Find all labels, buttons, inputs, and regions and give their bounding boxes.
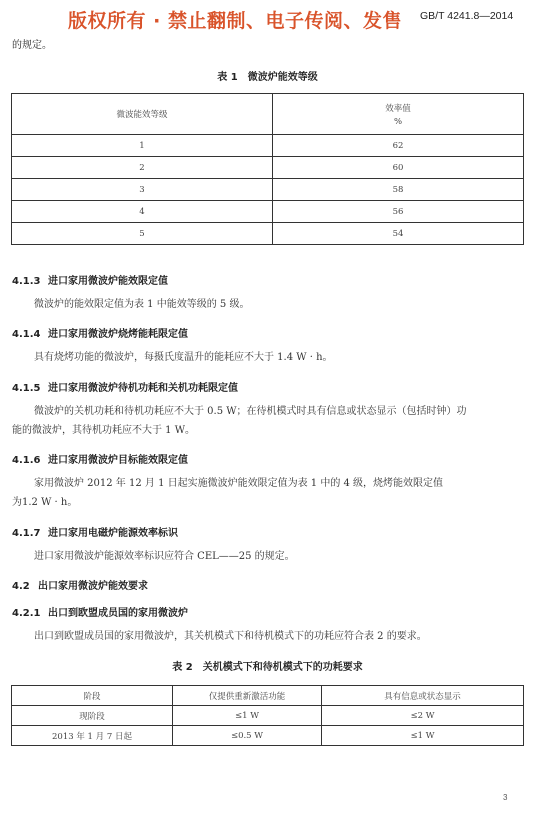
table-row (12, 706, 524, 726)
section-number: 4.1.5 (12, 383, 41, 394)
table1-col2-title: 效率值 (385, 103, 411, 114)
value-cell: 62 (273, 135, 524, 157)
stage-cell: 现阶段 (12, 706, 173, 726)
table1-col1-header: 微波能效等级 (12, 94, 273, 135)
section-title: 进口家用微波炉目标能效限定值 (48, 455, 188, 466)
section-4-1-6-heading (12, 451, 188, 466)
value-cell: 56 (273, 201, 524, 223)
table2-col-header: 阶段 (12, 686, 173, 706)
table1-header-row (12, 94, 524, 135)
section-number: 4.1.3 (12, 276, 41, 287)
table2-power-requirements (11, 685, 524, 746)
table1-caption: 表 1 微波炉能效等级 (217, 72, 318, 83)
section-4-2-heading (12, 577, 148, 592)
value-cell: 54 (273, 223, 524, 245)
section-4-1-3-heading (12, 272, 168, 287)
section-number: 4.1.6 (12, 455, 41, 466)
section-number: 4.2 (12, 581, 30, 592)
section-4-1-7-paragraph: 进口家用微波炉能源效率标识应符合 CEL——25 的规定。 (34, 551, 295, 562)
section-4-2-1-heading (12, 604, 188, 619)
section-number: 4.1.4 (12, 329, 41, 340)
grade-cell: 3 (12, 179, 273, 201)
section-4-1-5-paragraph-line2: 能的微波炉，其待机功耗应不大于 1 W。 (12, 425, 195, 436)
section-title: 进口家用微波炉烧烤能耗限定值 (48, 329, 188, 340)
table1-col2-header (273, 94, 524, 135)
section-4-1-7-heading (12, 524, 178, 539)
value-cell: 60 (273, 157, 524, 179)
table-row (12, 726, 524, 746)
section-title: 进口家用微波炉待机功耗和关机功耗限定值 (48, 383, 238, 394)
table-row (12, 223, 524, 245)
section-4-1-5-heading (12, 379, 238, 394)
section-4-1-4-paragraph: 具有烧烤功能的微波炉，每摄氏度温升的能耗应不大于 1.4 W · h。 (34, 352, 333, 363)
table-row (12, 201, 524, 223)
reactivation-cell: ≤1 W (173, 706, 322, 726)
section-number: 4.1.7 (12, 528, 41, 539)
section-4-1-5-paragraph-line1: 微波炉的关机功耗和待机功耗应不大于 0.5 W；在待机模式时具有信息或状态显示（包括时钟）功 (34, 406, 467, 417)
table2-col-header: 具有信息或状态显示 (322, 686, 524, 706)
table2-header-row (12, 686, 524, 706)
section-4-2-1-paragraph: 出口到欧盟成员国的家用微波炉，其关机模式下和待机模式下的功耗应符合表 2 的要求。 (34, 631, 427, 642)
section-title: 出口到欧盟成员国的家用微波炉 (48, 608, 188, 619)
grade-cell: 1 (12, 135, 273, 157)
value-cell: 58 (273, 179, 524, 201)
section-number: 4.2.1 (12, 608, 41, 619)
grade-cell: 5 (12, 223, 273, 245)
copyright-watermark: 版权所有 · 禁止翻制、电子传阅、发售 (68, 10, 402, 32)
table2-caption: 表 2 关机模式下和待机模式下的功耗要求 (172, 662, 363, 673)
stage-cell: 2013 年 1 月 7 日起 (12, 726, 173, 746)
intro-line: 的规定。 (12, 40, 52, 51)
section-title: 进口家用电磁炉能源效率标识 (48, 528, 178, 539)
section-4-1-6-paragraph-line2: 为1.2 W · h。 (12, 497, 78, 508)
display-cell: ≤2 W (322, 706, 524, 726)
table1-col2-unit: % (393, 116, 403, 127)
table1-efficiency-grades (11, 93, 524, 245)
standard-number: GB/T 4241.8—2014 (420, 10, 514, 22)
page-number: 3 (503, 793, 508, 802)
section-4-1-4-heading (12, 325, 188, 340)
table-row (12, 179, 524, 201)
table2-col-header: 仅提供重新激活功能 (173, 686, 322, 706)
section-4-1-6-paragraph-line1: 家用微波炉 2012 年 12 月 1 日起实施微波炉能效限定值为表 1 中的 4 级，烧烤能效限定值 (34, 478, 444, 489)
grade-cell: 4 (12, 201, 273, 223)
display-cell: ≤1 W (322, 726, 524, 746)
section-title: 进口家用微波炉能效限定值 (48, 276, 168, 287)
table-row (12, 157, 524, 179)
grade-cell: 2 (12, 157, 273, 179)
section-4-1-3-paragraph: 微波炉的能效限定值为表 1 中能效等级的 5 级。 (34, 299, 250, 310)
table-row (12, 135, 524, 157)
reactivation-cell: ≤0.5 W (173, 726, 322, 746)
section-title: 出口家用微波炉能效要求 (38, 581, 148, 592)
